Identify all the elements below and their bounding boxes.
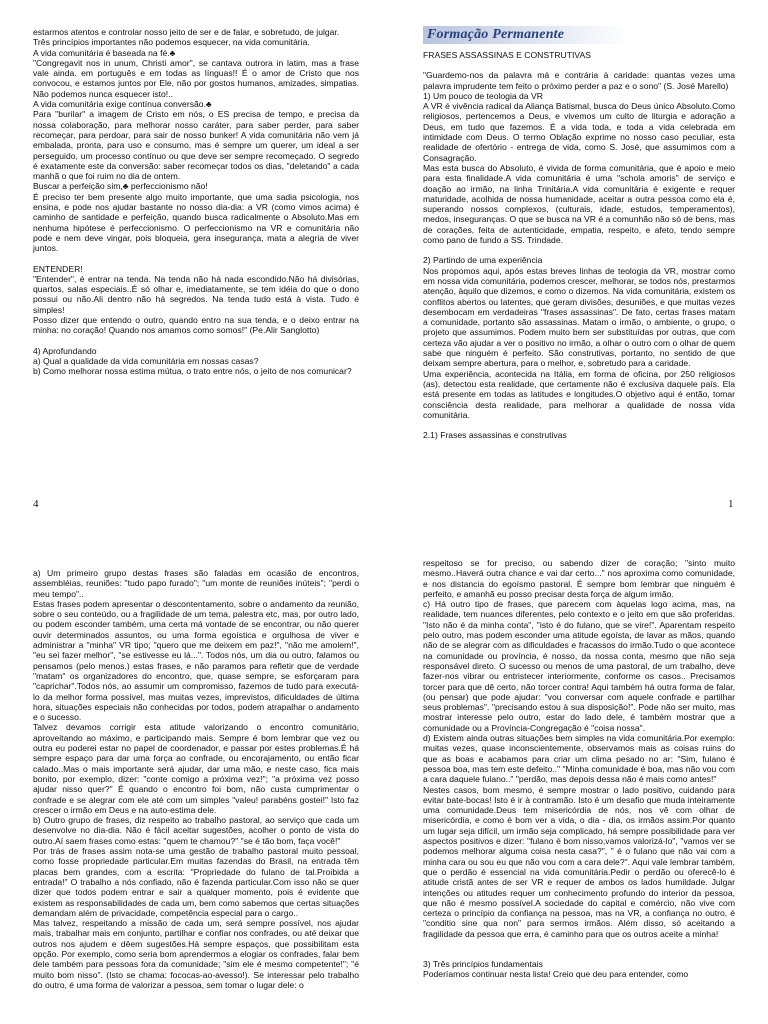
paragraph: 1) Um pouco de teologia da VR (423, 90, 543, 101)
paragraph: Uma experiência, acontecida na Itália, em forma de oficina, por 250 religiosos (as), detectou esta realidade, que certamente não é exclusiva daquele país. Ela está presente em todas as latitudes e longitudes.O objetivo aqui é então, tomar consciência desta realidade, para melhorar a qualidade de nossa vida comunitária. (423, 368, 735, 420)
paragraph: Nos propomos aqui, após estas breves linhas de teologia da VR, mostrar como em nossa vida comunitária, podemos crescer, melhorar, se todos nós, prestarmos atenção, àquilo que dizemos, e como o dizemos. Na vida comunitária, existem os conflitos abertos ou latentes, que geram divisões, desuniões, e que muitas vezes desembocam em verdadeiras "frases assassinas". De fato, certas frases matam a comunidade, portanto são assassinas. Matam o irmão, o ambiente, o grupo, o projeto que assumimos. Podem muito bem ser substituídas por outras, que com certeza vão ajudar a ver o positivo no irmão, a olhar o outro com o olhar de quem sabe que ninguém é perfeito. São construtivas, portanto, no sentido de que deixam sempre abertura, para o melhor, e, sobretudo para a caridade. (423, 265, 735, 369)
paragraph: "Entender", é entrar na tenda. Na tenda não há nada escondido.Não há divisórias, quartos, salas especiais..É só olhar e, imediatamente, se tem idéia do que o dono possui ou não.Ali dentro não há segredos. Na tenda tudo está à vista. Tudo é simples! (33, 273, 359, 315)
paragraph: ENTENDER! (33, 263, 83, 274)
paragraph: Talvez devamos corrigir esta atitude valorizando o encontro comunitário, aproveitando ao máximo, e participando mais. Sempre é bom lembrar que vez ou outra eu poderei estar no papel de coordenador, e passar por estes problemas.É há sempre espaço para dar uma força ao confrade, ou encorajamento, ou então ficar calado..Mas o mais importante será ajudar, dar uma mão, e neste caso, fica mais bonito, por exemplo, dizer: "conte comigo a próxima vez!"; "a próxima vez posso ajudar nisso quer?" É quando o encontro foi bom, não custa cumprimentar o confrade e se alegrar com ele até com um simples "valeu! parabéns gostei!" Isto faz crescer o irmão em Deus e na auto-estima dele. (33, 722, 359, 815)
top-left-column (33, 27, 359, 417)
paragraph: 2) Partindo de uma experiência (423, 255, 543, 266)
paragraph-spacer (423, 245, 735, 255)
banner-title: Formação Permanente (427, 27, 565, 42)
paragraph: Poderíamos continuar nesta lista! Creio que deu para entender, como (423, 969, 689, 980)
paragraph: Mas esta busca do Absoluto, é vivida de forma comunitária, que é apoio e meio para esta finalidade.A vida comunitária é uma "schola amoris" de serviço e doação ao irmão, na linha Trinitária.A vida comunitária é exigente e requer maturidade, acolhida de nossa humanidade, aceitar a outra pessoa como ela é, superando nossos complexos, (culturais, idade, estudos, temperamentos), medos, inseguranças. O que se busca na VR é a comunhão não só de bens, mas de corações, feita de autenticidade, empatia, respeito, e afeto, tendo sempre como pano de fundo a SS. Trindade. (423, 162, 735, 246)
paragraph: Para "burilar" a imagem de Cristo em nós, o ES precisa de tempo, e precisa da nossa colaboração, para melhorar nosso caráter, para saber perder, para saber recomeçar, para perdoar, para sair de nosso bunker! A vida comunitária não vem já embalada, pronta, para uso e consumo, mas é sempre um querer, um ideal a ser perseguido, um processo contínuo ou que deve ser sempre recomeçado. O segredo é exatamente este da conversão: saber recomeçar todos os dias, "deletando" a cada manhã o que foi ruim no dia de ontem. (33, 109, 359, 182)
formacao-permanente-banner (423, 26, 629, 44)
paragraph: FRASES ASSASSINAS E CONSTRUTIVAS (423, 50, 591, 60)
paragraph: "Guardemo-nos da palavra má e contrária à caridade: quantas vezes uma palavra imprudente tem feito o próximo perder a paz e o sono" (S. José Marello) (423, 70, 735, 91)
paragraph-spacer (423, 949, 735, 959)
paragraph: A VR é vivência radical da Aliança Batismal, busca do Deus único Absoluto.Como religiosos, pertencemos a Deus, e vivemos um culto de liturgia e adoração a Deus, em tudo que fazemos. É a vida toda, e toda a vida celebrada em intimidade com Deus. O termo Oblação exprime no nosso caso peculiar, esta realidade de ofertório - entrega de vida, como S. José, que assumimos com a Consagração. (423, 101, 735, 163)
paragraph: 2.1) Frases assassinas e construtivas (423, 430, 567, 441)
paragraph: Três princípios importantes não podemos esquecer, na vida comunitária. (33, 37, 310, 48)
paragraph: b) Como melhorar nossa estima mútua, o trato entre nós, o jeito de nos comunicar? (33, 366, 352, 377)
bottom-left-column (33, 568, 359, 1024)
paragraph: A vida comunitária exige contínua conversão.♣ (33, 99, 212, 110)
paragraph-spacer (423, 60, 735, 70)
paragraph-spacer (33, 254, 359, 264)
paragraph: A vida comunitária é baseada na fé.♣ (33, 47, 176, 58)
page-number-right: 1 (728, 498, 734, 510)
paragraph: Buscar a perfeição sim,♣ perfeccionismo não! (33, 181, 208, 192)
paragraph: 4) Aprofundando (33, 345, 97, 356)
paragraph-spacer (423, 420, 735, 430)
paragraph: 3) Três princípios fundamentais (423, 958, 543, 969)
paragraph: a) Qual a qualidade da vida comunitária em nossas casas? (33, 355, 259, 366)
paragraph: Mas talvez, respeitando a missão de cada um, será sempre possível, nos ajudar mais, trabalhar mais em conjunto, partilhar e confiar nos confrades, ou até deixar que outros nos ajudem e dêem sugestões.Há sempre espaços, que possibilitam esta opção. Por exemplo, como seria bom aprendermos a elogiar os confrades, falar bem dele também para pessoas fora da comunidade; "sim ele é mesmo competente!"; "é muito bom nisso". (Isto se chama: fococas-ao-avesso!). Se interessar pelo trabalho do outro, é uma forma de valorizar a pessoa, sem tomar o lugar dele: o (33, 918, 359, 990)
paragraph: Posso dizer que entendo o outro, quando entro na sua tenda, e o deixo entrar na minha: no coração! Quando nos amamos como somos!" (Pe.Alir Sanglotto) (33, 315, 359, 336)
paragraph: a) Um primeiro grupo destas frases são faladas em ocasião de encontros, assembléias, reuniões: "tudo papo furado"; "um monte de reuniões inúteis"; "perdi o meu tempo".. (33, 568, 359, 599)
paragraph: c) Há outro tipo de frases, que parecem com àquelas logo acima, mas, na realidade, tem nuances diferentes, pelo contexto e o jeito em que são proferidas. "Isto não é da minha conta", "isto é do fulano, que se vire!". Aparentam respeito pelo outro, mas podem esconder uma atitude egoísta, de lavar as mãos, quando não de se alegrar com as dificuldades e fracassos do irmão.Tudo o que acontece na comunidade ou província, é nosso, da nossa conta, mesmo que não seja responsável direto. O sucesso ou menos de uma pastoral, de um trabalho, deve fazer-nos vibrar ou entristecer interiormente, conforme os casos.. Precisamos torcer para que dê certo, não torcer contra! Aqui também há outra forma de falar, (ou pensar) que pode ajudar: "vou conversar com aquele confrade e partilhar seus problemas". "precisando estou à sua disposição!". Pode não ser muito, mas mostrar interesse pelo outro, estar do lado dele, é também mostrar que a comunidade ou a Província-Congregação é "coisa nossa". (423, 599, 735, 733)
paragraph: b) Outro grupo de frases, diz respeito ao trabalho pastoral, ao serviço que cada um desenvolve no dia-dia. Não é fácil aceitar sugestões, acolher o ponto de vista do outro.Aí saem frases como estas: "quem te chamou?" "se é tão bom, faça você!" (33, 815, 359, 846)
paragraph: É preciso ter bem presente algo muito importante, que uma sadia psicologia, nos ensina, e pode nos ajudar bastante no nosso dia-dia: a VR (como vimos acima) é caminho de santidade e perfeição, quando busca radicalmente o Absoluto.Mas em nenhuma hipótese é perfeccionismo. O perfeccionismo na VR e comunitária não pode e nem deve vingar, pois bloqueia, gera insegurança, mata a alegria de viver juntos. (33, 191, 359, 254)
paragraph: Estas frases podem apresentar o descontentamento, sobre o andamento da reunião, sobre o seu conteúdo, ou a fragilidade de um tema, palestra etc, mas, por outro lado, ou podem esconder também, uma certa má vontade de se encontrar, ou não querer ouvir determinados assuntos, ou uma forma egoística e orgulhosa de viver e administrar a "minha" VR tipo; "quero que me deixem em paz!", "não me amolem!", "eu sei fazer melhor", "se estivesse eu lá...". Todos nós, um dia ou outro, falamos ou pensamos (pelo menos.) estas frases, e não paramos para refletir que de verdade "matam" os organizadores do encontro, que, quase sempre, se esforçaram para "caprichar".Todos nós, ao assumir um compromisso, fazemos de tudo para executá-lo da melhor forma possível, mas muitas vezes, imprevistos, dificuldades de última hora, situações especiais não conhecidas por todos, podem atrapalhar o andamento e o sucesso. (33, 598, 359, 723)
paragraph: estarmos atentos e controlar nosso jeito de ser e de falar, e sobretudo, de julgar. (33, 27, 340, 37)
paragraph: Por trás de frases assim nota-se uma gestão de trabalho pastoral muito pessoal, como fosse propriedade particular.Em muitas fazendas do Brasil, na entrada têm placas bem grandes, com a escrita: "Propriedade do fulano de tal.Proibida a entrada!" O trabalho a nós confiado, não é fazenda particular.Com isso não se quer dizer que todos podem entrar e sair a qualquer momento, pois é evidente que existem as responsabilidades de cada um, bem como sabemos que certas situações demandam além de privacidade, competência especial para o cargo.. (33, 846, 359, 918)
paragraph: d) Existem ainda outras situações bem simples na vida comunitária.Por exemplo: muitas vezes, quase inconscientemente, observamos mais as coisas ruins do que as boas e acabamos para criar um clima pesado no ar: "Sim, fulano é pessoa boa, mas tem este defeito.." "Minha comunidade é boa, mas não vou com a cara daquele fulano.." "perdão, mas depois dessa não é mais como antes!" (423, 733, 735, 785)
paragraph: Nestes casos, bom mesmo, é sempre mostrar o lado positivo, cuidando para evitar bate-bocas! Isto é ir à contramão. Isto é um desafio que muda inteiramente uma comunidade.Deus tem misericórdia de nós, nos vê com olhar de misericórdia, e como é bom ver a vida, o dia - dia, os irmãos assim.Por quanto um lugar seja difícil, um irmão seja complicado, há sempre possibilidade para ver aspectos positivos e dizer: "fulano é bom nisso,vamos valorizá-lo", "vamos ver se podemos melhorar alguma coisa nesta casa?", " é o fulano que não vai com a minha cara ou sou eu que não vou com a cara dele?". Aqui vale lembrar também, que o perdão é essencial na vida comunitária.Pedir o perdão ou oferecê-lo é atitude cristã antes de ser VR e requer de ambos os lados humildade. Julgar intenções ou atitudes requer um conhecimento profundo do interior da pessoa, que não é mesmo possível.A sociedade do capital e comércio, não vive com certeza o princípio da confiança na pessoa, mas na VR, a confiança no outro, é "conditio sine qua non" para sermos irmãos. Além disso, só aceitando a fragilidade da pessoa que erra, é caminho para que os outros aceite a minha! (423, 784, 735, 939)
paragraph-spacer (33, 336, 359, 346)
paragraph: respeitoso se for preciso, ou sabendo dizer de coração; "sinto muito mesmo..Haverá outra chance e vai dar certo..." nos aproxima como comunidade, e nos distancia do egoísmo pastoral. É sempre bom lembrar que ninguém é perfeito, e amanhã eu posso precisar desta força de algum irmão. (423, 558, 735, 599)
top-right-column (423, 50, 735, 480)
bottom-right-column (423, 558, 735, 1024)
paragraph: "Congregavit nos in unum, Christi amor", se cantava outrora in latim, mas a frase vale ainda. em português e em todas as línguas!! É o amor de Cristo que nos convocou, e estamos juntos por Ele, não por gostos humanos, amizades, simpatias. Não podemos nunca esquecer isto!.. (33, 57, 359, 99)
page-number-left: 4 (33, 498, 39, 510)
paragraph-spacer (423, 939, 735, 949)
